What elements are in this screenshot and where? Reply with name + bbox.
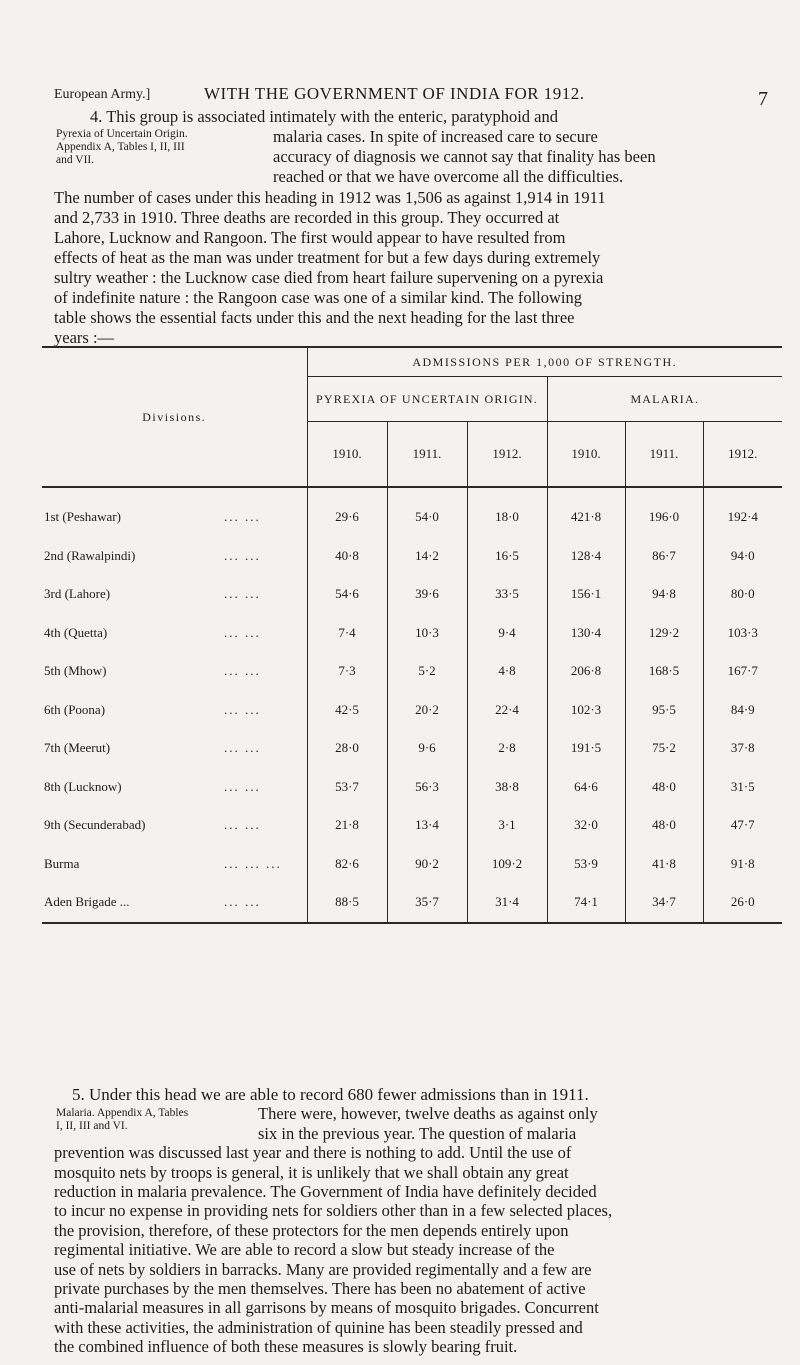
sidenote-line: I, II, III and VI.: [56, 1120, 128, 1132]
division-cell: [42, 575, 307, 614]
table-row: [42, 768, 782, 807]
value-cell: 109·2: [467, 845, 547, 884]
division-name: 5th (Mhow): [44, 663, 107, 679]
text-line: accuracy of diagnosis we cannot say that finality has been: [273, 147, 656, 166]
value-cell: 88·5: [307, 883, 387, 923]
division-cell: [42, 487, 307, 537]
value-cell: 48·0: [625, 806, 703, 845]
text-line: 4. This group is associated intimately with the enteric, paratyphoid and: [90, 107, 559, 126]
year-header: 1912.: [467, 422, 547, 488]
page-number: 7: [758, 88, 768, 110]
value-cell: 31·4: [467, 883, 547, 923]
value-cell: 48·0: [625, 768, 703, 807]
dot-leader: ... ...: [224, 586, 261, 602]
division-name: Aden Brigade ...: [44, 894, 130, 910]
table-title: ADMISSIONS PER 1,000 OF STRENGTH.: [307, 347, 782, 377]
running-head: [54, 84, 768, 108]
value-cell: 9·4: [467, 614, 547, 653]
value-cell: 95·5: [625, 691, 703, 730]
text-line: sultry weather : the Lucknow case died from heart failure supervening on a pyrexia: [54, 268, 604, 287]
text-line: prevention was discussed last year and there is nothing to add. Until the use of: [54, 1143, 572, 1163]
value-cell: 33·5: [467, 575, 547, 614]
table-row: [42, 806, 782, 845]
dot-leader: ... ... ...: [224, 855, 282, 871]
division-name: Burma: [44, 855, 80, 871]
value-cell: 80·0: [703, 575, 782, 614]
table-row: [42, 729, 782, 768]
dot-leader: ... ...: [224, 740, 261, 756]
group-header-pyrexia: PYREXIA OF UNCERTAIN ORIGIN.: [307, 377, 547, 422]
text-line: and 2,733 in 1910. Three deaths are recorded in this group. They occurred at: [54, 208, 560, 227]
value-cell: 191·5: [547, 729, 625, 768]
division-cell: [42, 537, 307, 576]
value-cell: 2·8: [467, 729, 547, 768]
text-line: table shows the essential facts under this and the next heading for the last three: [54, 308, 575, 327]
value-cell: 42·5: [307, 691, 387, 730]
value-cell: 94·8: [625, 575, 703, 614]
value-cell: 192·4: [703, 487, 782, 537]
running-head-section: European Army.]: [54, 87, 151, 102]
year-header: 1912.: [703, 422, 782, 488]
table-row: [42, 691, 782, 730]
value-cell: 129·2: [625, 614, 703, 653]
value-cell: 54·0: [387, 487, 467, 537]
value-cell: 7·4: [307, 614, 387, 653]
value-cell: 35·7: [387, 883, 467, 923]
division-name: 1st (Peshawar): [44, 509, 121, 525]
dot-leader: ... ...: [224, 778, 261, 794]
admissions-table: [42, 346, 782, 924]
value-cell: 28·0: [307, 729, 387, 768]
value-cell: 4·8: [467, 652, 547, 691]
value-cell: 56·3: [387, 768, 467, 807]
division-name: 3rd (Lahore): [44, 586, 111, 602]
value-cell: 130·4: [547, 614, 625, 653]
dot-leader: ... ...: [224, 547, 261, 563]
sidenote-line: and VII.: [56, 154, 95, 166]
text-line: reduction in malaria prevalence. The Government of India have definitely decided: [54, 1182, 597, 1201]
dot-leader: ... ...: [224, 701, 261, 717]
table-row: [42, 487, 782, 537]
table-row: [42, 652, 782, 691]
division-cell: [42, 806, 307, 845]
value-cell: 53·7: [307, 768, 387, 807]
year-header: 1910.: [547, 422, 625, 488]
value-cell: 7·3: [307, 652, 387, 691]
text-line: of indefinite nature : the Rangoon case was one of a similar kind. The following: [54, 288, 583, 307]
value-cell: 90·2: [387, 845, 467, 884]
value-cell: 39·6: [387, 575, 467, 614]
text-line: mosquito nets by troops is general, it is unlikely that we shall obtain any great: [54, 1162, 569, 1182]
value-cell: 206·8: [547, 652, 625, 691]
value-cell: 196·0: [625, 487, 703, 537]
text-line: anti-malarial measures in all garrisons by means of mosquito brigades. Concurrent: [54, 1298, 599, 1318]
table-row: [42, 883, 782, 923]
value-cell: 13·4: [387, 806, 467, 845]
value-cell: 47·7: [703, 806, 782, 845]
division-name: 7th (Meerut): [44, 740, 111, 756]
value-cell: 31·5: [703, 768, 782, 807]
divisions-header: Divisions.: [42, 347, 307, 487]
text-line: to incur no expense in providing nets for soldiers other than in a few selected places,: [54, 1201, 613, 1221]
sidenote-pyrexia: [56, 128, 188, 167]
table-row: [42, 575, 782, 614]
value-cell: 38·8: [467, 768, 547, 807]
division-cell: [42, 768, 307, 807]
division-cell: [42, 729, 307, 768]
text-line: 5. Under this head we are able to record 680 fewer admissions than in 1911.: [72, 1085, 589, 1104]
value-cell: 14·2: [387, 537, 467, 576]
division-name: 8th (Lucknow): [44, 778, 122, 794]
dot-leader: ... ...: [224, 817, 261, 833]
value-cell: 53·9: [547, 845, 625, 884]
text-line: the combined influence of both these measures is slowly bearing fruit.: [54, 1337, 518, 1357]
division-name: 6th (Poona): [44, 701, 106, 717]
value-cell: 84·9: [703, 691, 782, 730]
value-cell: 5·2: [387, 652, 467, 691]
text-line: private purchases by the men themselves. There has been no abatement of active: [54, 1279, 586, 1298]
division-name: 4th (Quetta): [44, 624, 108, 640]
value-cell: 16·5: [467, 537, 547, 576]
value-cell: 94·0: [703, 537, 782, 576]
division-cell: [42, 883, 307, 923]
table-row: [42, 537, 782, 576]
value-cell: 18·0: [467, 487, 547, 537]
value-cell: 82·6: [307, 845, 387, 884]
value-cell: 21·8: [307, 806, 387, 845]
value-cell: 3·1: [467, 806, 547, 845]
table-row: [42, 614, 782, 653]
division-cell: [42, 614, 307, 653]
value-cell: 168·5: [625, 652, 703, 691]
text-line: six in the previous year. The question of malaria: [258, 1123, 577, 1143]
value-cell: 167·7: [703, 652, 782, 691]
dot-leader: ... ...: [224, 624, 261, 640]
value-cell: 103·3: [703, 614, 782, 653]
text-line: regimental initiative. We are able to record a slow but steady increase of the: [54, 1240, 555, 1260]
sidenote-line: Malaria. Appendix A, Tables: [56, 1107, 189, 1119]
value-cell: 156·1: [547, 575, 625, 614]
value-cell: 37·8: [703, 729, 782, 768]
text-line: years :—: [54, 328, 115, 347]
value-cell: 128·4: [547, 537, 625, 576]
value-cell: 32·0: [547, 806, 625, 845]
dot-leader: ... ...: [224, 509, 261, 525]
value-cell: 74·1: [547, 883, 625, 923]
value-cell: 20·2: [387, 691, 467, 730]
table-row: [42, 845, 782, 884]
division-cell: [42, 691, 307, 730]
text-line: use of nets by soldiers in barracks. Many are provided regimentally and a few are: [54, 1259, 592, 1279]
text-line: effects of heat as the man was under treatment for but a few days during extremely: [54, 248, 601, 267]
dot-leader: ... ...: [224, 663, 261, 679]
text-line: There were, however, twelve deaths as against only: [258, 1104, 598, 1124]
dot-leader: ... ...: [224, 894, 261, 910]
value-cell: 54·6: [307, 575, 387, 614]
value-cell: 86·7: [625, 537, 703, 576]
value-cell: 102·3: [547, 691, 625, 730]
text-line: the provision, therefore, of these protectors for the men depends entirely upon: [54, 1220, 569, 1240]
value-cell: 9·6: [387, 729, 467, 768]
value-cell: 40·8: [307, 537, 387, 576]
value-cell: 75·2: [625, 729, 703, 768]
value-cell: 41·8: [625, 845, 703, 884]
sidenote-malaria: [56, 1107, 188, 1133]
text-line: with these activities, the administration of quinine has been steadily pressed and: [54, 1317, 583, 1337]
running-head-title: WITH THE GOVERNMENT OF INDIA FOR 1912.: [204, 84, 585, 103]
text-line: reached or that we have overcome all the difficulties.: [273, 167, 624, 186]
value-cell: 64·6: [547, 768, 625, 807]
text-line: The number of cases under this heading in 1912 was 1,506 as against 1,914 in 1911: [54, 188, 606, 207]
year-header: 1911.: [625, 422, 703, 488]
value-cell: 421·8: [547, 487, 625, 537]
text-line: Lahore, Lucknow and Rangoon. The first would appear to have resulted from: [54, 228, 566, 247]
year-header: 1910.: [307, 422, 387, 488]
division-cell: [42, 652, 307, 691]
value-cell: 26·0: [703, 883, 782, 923]
division-name: 2nd (Rawalpindi): [44, 547, 136, 563]
value-cell: 34·7: [625, 883, 703, 923]
year-header: 1911.: [387, 422, 467, 488]
value-cell: 29·6: [307, 487, 387, 537]
division-name: 9th (Secunderabad): [44, 817, 146, 833]
value-cell: 91·8: [703, 845, 782, 884]
sidenote-line: Pyrexia of Uncertain Origin.: [56, 128, 188, 140]
sidenote-line: Appendix A, Tables I, II, III: [56, 141, 185, 153]
division-cell: [42, 845, 307, 884]
text-line: malaria cases. In spite of increased care to secure: [273, 127, 598, 146]
value-cell: 10·3: [387, 614, 467, 653]
value-cell: 22·4: [467, 691, 547, 730]
group-header-malaria: MALARIA.: [547, 377, 782, 422]
